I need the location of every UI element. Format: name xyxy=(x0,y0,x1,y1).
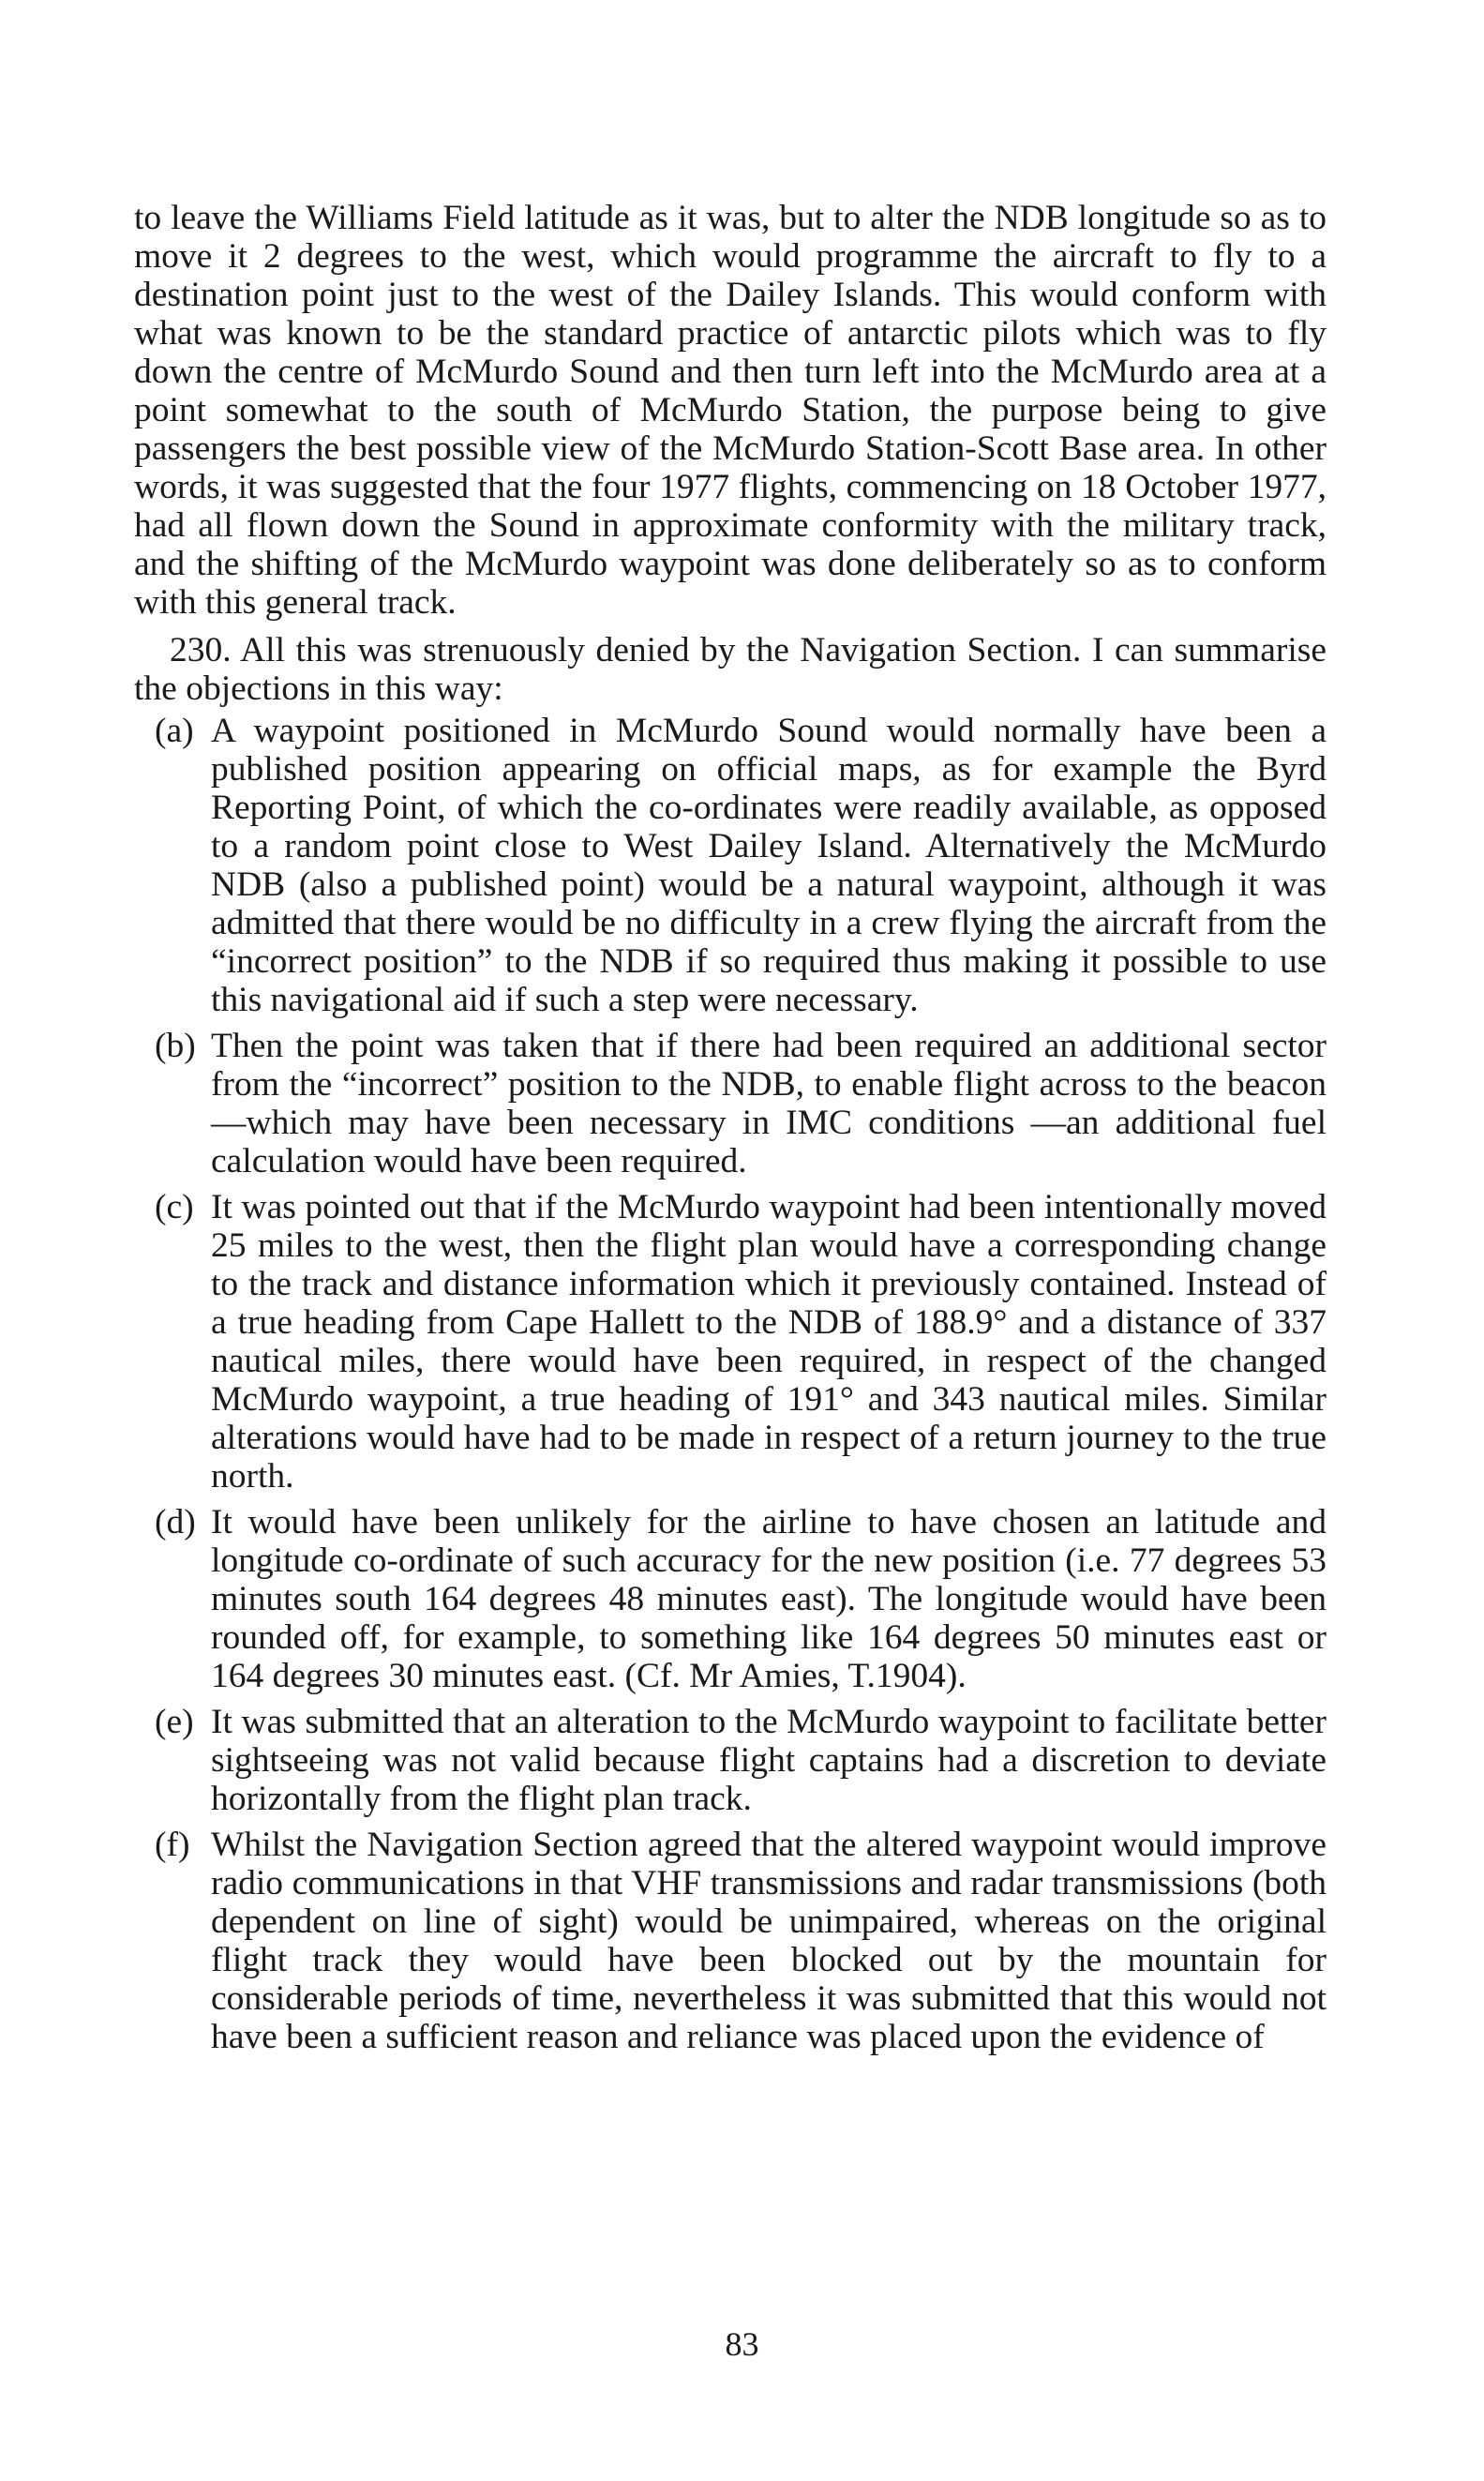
list-item-label: (b) xyxy=(155,1027,196,1065)
continuation-paragraph: to leave the Williams Field latitude as it was, but to alter the NDB longitude so as to move it 2 degrees to the west, which would programme the aircraft to fly to a destination point just to the west of the Dailey Islands. This would conform with what was known to be the standard practice of antarctic pilots which was to fly down the centre of McMurdo Sound and then turn left into the McMurdo area at a point somewhat to the south of McMurdo Station, the purpose being to give passengers the best possible view of the McMurdo Station-Scott Base area. In other words, it was suggested that the four 1977 flights, commencing on 18 October 1977, had all flown down the Sound in approximate conformity with the military track, and the shifting of the McMurdo waypoint was done deliberately so as to conform with this general track. xyxy=(134,199,1327,622)
page-number: 83 xyxy=(725,2325,759,2363)
paragraph-230: 230. All this was strenuously denied by the Navigation Section. I can summarise the objections in this way: xyxy=(134,631,1327,708)
list-item-text: Then the point was taken that if there had been required an additional sector from the “incorrect” position to the NDB, to enable flight across to the beacon—which may have been necessary in IMC conditions —an additional fuel calculation would have been required. xyxy=(211,1027,1327,1180)
list-item-text: It was pointed out that if the McMurdo waypoint had been intentionally moved 25 miles to the west, then the flight plan would have a corresponding change to the track and distance information which it previously contained. Instead of a true heading from Cape Hallett to the NDB of 188.9° and a distance of 337 nautical miles, there would have been required, in respect of the changed McMurdo waypoint, a true heading of 191° and 343 nautical miles. Similar alterations would have had to be made in respect of a return journey to the true north. xyxy=(211,1188,1327,1496)
list-item xyxy=(134,1503,1327,1695)
list-item xyxy=(134,1703,1327,1818)
list-item xyxy=(134,1826,1327,2056)
document-page xyxy=(134,199,1327,2064)
objections-list xyxy=(134,712,1327,2056)
list-item-label: (d) xyxy=(155,1503,196,1541)
list-item-text: Whilst the Navigation Section agreed that the altered waypoint would improve radio communications in that VHF transmissions and radar transmissions (both dependent on line of sight) would be unimpaired, whereas on the original flight track they would have been blocked out by the mountain for considerable periods of time, nevertheless it was submitted that this would not have been a sufficient reason and reliance was placed upon the evidence of xyxy=(211,1826,1327,2056)
list-item xyxy=(134,712,1327,1019)
list-item-text: It would have been unlikely for the airline to have chosen an latitude and longitude co-ordinate of such accuracy for the new position (i.e. 77 degrees 53 minutes south 164 degrees 48 minutes east). The longitude would have been rounded off, for example, to something like 164 degrees 50 minutes east or 164 degrees 30 minutes east. (Cf. Mr Amies, T.1904). xyxy=(211,1503,1327,1695)
list-item-label: (f) xyxy=(155,1826,190,1864)
list-item-label: (e) xyxy=(155,1703,194,1741)
list-item-label: (a) xyxy=(155,712,194,750)
list-item xyxy=(134,1188,1327,1496)
list-item-label: (c) xyxy=(155,1188,194,1226)
list-item-text: A waypoint positioned in McMurdo Sound would normally have been a published position appearing on official maps, as for example the Byrd Reporting Point, of which the co-ordinates were readily available, as opposed to a random point close to West Dailey Island. Alternatively the McMurdo NDB (also a published point) would be a natural waypoint, although it was admitted that there would be no difficulty in a crew flying the aircraft from the “incorrect position” to the NDB if so required thus making it possible to use this navigational aid if such a step were necessary. xyxy=(211,712,1327,1019)
list-item-text: It was submitted that an alteration to the McMurdo waypoint to facilitate better sightseeing was not valid because flight captains had a discretion to deviate horizontally from the flight plan track. xyxy=(211,1703,1327,1818)
list-item xyxy=(134,1027,1327,1180)
